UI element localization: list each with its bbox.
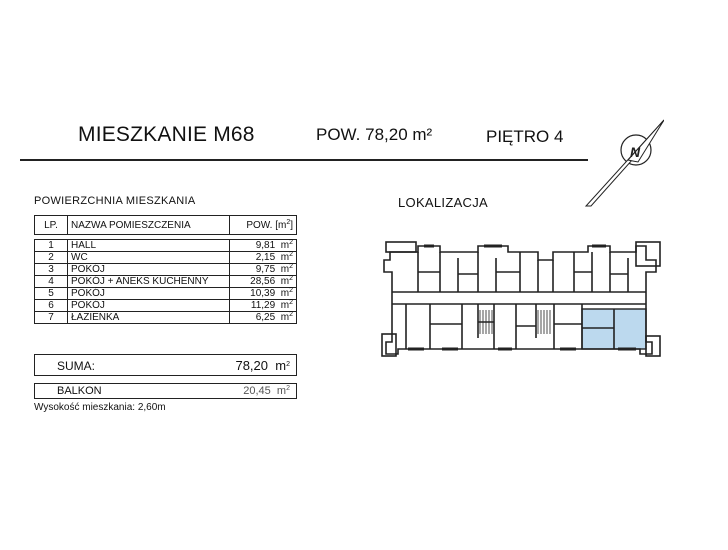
- apartment-title: MIESZKANIE M68: [78, 123, 255, 146]
- sum-row: [34, 354, 297, 376]
- rooms-table: [34, 215, 297, 324]
- floor-plan: [378, 238, 668, 360]
- north-label: N: [630, 144, 641, 160]
- north-arrow-icon: [584, 118, 664, 210]
- balcony-label: BALKON: [57, 385, 102, 397]
- height-note: Wysokość mieszkania: 2,60m: [34, 402, 166, 413]
- balcony-value: 20,45 $m^2$: [243, 385, 290, 397]
- table-row: 5 POKÓJ 10,39 $m^2$: [35, 288, 297, 300]
- sum-value: 78,20 $m^2$: [235, 358, 290, 373]
- col-area: POW. $[m^2]$: [230, 216, 297, 235]
- balcony-row: [34, 383, 297, 399]
- table-row: 4 POKÓJ + ANEKS KUCHENNY 28,56 $m^2$: [35, 276, 297, 288]
- table-row: 6 POKÓJ 11,29 $m^2$: [35, 300, 297, 312]
- table-row: 2 WC 2,15 $m^2$: [35, 252, 297, 264]
- section-title: POWIERZCHNIA MIESZKANIA: [34, 195, 196, 207]
- header-divider: [20, 159, 588, 161]
- table-row: 7 ŁAZIENKA 6,25 $m^2$: [35, 312, 297, 324]
- col-lp: LP.: [35, 216, 68, 235]
- col-name: NAZWA POMIESZCZENIA: [68, 216, 230, 235]
- apartment-floor: PIĘTRO 4: [486, 127, 564, 146]
- location-title: LOKALIZACJA: [398, 195, 488, 210]
- sum-label: SUMA:: [57, 359, 96, 373]
- table-row: 3 POKÓJ 9,75 $m^2$: [35, 264, 297, 276]
- table-row: 1 HALL 9,81 $m^2$: [35, 240, 297, 252]
- table-header: [35, 216, 297, 235]
- apartment-area: POW. 78,20 m²: [316, 125, 433, 144]
